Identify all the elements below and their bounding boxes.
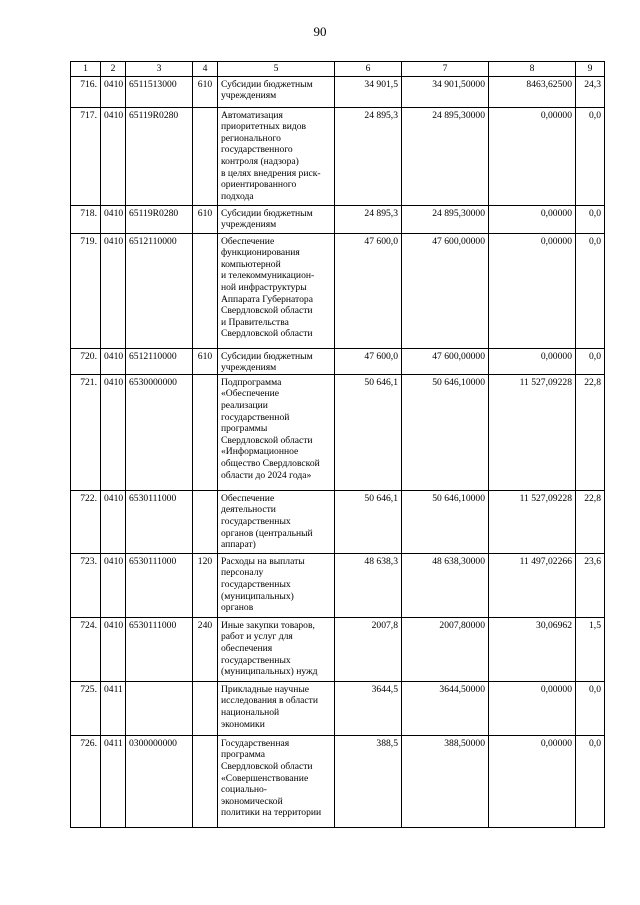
value-col7: 50 646,10000 (402, 490, 489, 553)
target-article-code: 6530111000 (126, 617, 193, 681)
value-col6: 48 638,3 (335, 553, 402, 617)
item-name: Автоматизация приоритетных видов регионального государственного контроля (надзора) в целях внедрения риск- ориентированного подхода (218, 107, 335, 205)
row-number: 726. (71, 735, 101, 827)
target-article-code: 6512110000 (126, 348, 193, 374)
value-col6: 47 600,0 (335, 348, 402, 374)
value-col8: 0,00000 (489, 107, 576, 205)
value-col9: 24,3 (576, 76, 605, 107)
item-name: Подпрограмма «Обеспечение реализации государственной программы Свердловской области «Информационное общество Свердловской области до 2024 года» (218, 374, 335, 490)
value-col6: 3644,5 (335, 681, 402, 735)
value-col9: 0,0 (576, 233, 605, 348)
column-header: 4 (193, 62, 218, 77)
row-number: 724. (71, 617, 101, 681)
value-col7: 50 646,10000 (402, 374, 489, 490)
column-header: 8 (489, 62, 576, 77)
value-col9: 1,5 (576, 617, 605, 681)
expense-type-code (193, 490, 218, 553)
value-col8: 0,00000 (489, 735, 576, 827)
page-number: 90 (313, 24, 327, 39)
item-name: Субсидии бюджетным учреждениям (218, 76, 335, 107)
value-col9: 0,0 (576, 107, 605, 205)
table-row (71, 76, 605, 107)
value-col6: 47 600,0 (335, 233, 402, 348)
budget-table (70, 61, 605, 828)
value-col7: 34 901,50000 (402, 76, 489, 107)
target-article-code: 6530111000 (126, 553, 193, 617)
row-number: 718. (71, 205, 101, 233)
row-number: 720. (71, 348, 101, 374)
value-col6: 2007,8 (335, 617, 402, 681)
value-col9: 22,8 (576, 490, 605, 553)
value-col6: 24 895,3 (335, 205, 402, 233)
value-col6: 50 646,1 (335, 374, 402, 490)
column-header: 6 (335, 62, 402, 77)
value-col8: 11 527,09228 (489, 490, 576, 553)
value-col6: 34 901,5 (335, 76, 402, 107)
section-code: 0410 (101, 490, 126, 553)
column-header: 2 (101, 62, 126, 77)
table-row (71, 490, 605, 553)
table-row (71, 374, 605, 490)
value-col6: 388,5 (335, 735, 402, 827)
table-row (71, 735, 605, 827)
section-code: 0410 (101, 233, 126, 348)
table-row (71, 617, 605, 681)
row-number: 725. (71, 681, 101, 735)
target-article-code: 0300000000 (126, 735, 193, 827)
value-col7: 2007,80000 (402, 617, 489, 681)
value-col7: 47 600,00000 (402, 348, 489, 374)
value-col7: 47 600,00000 (402, 233, 489, 348)
row-number: 722. (71, 490, 101, 553)
value-col7: 48 638,30000 (402, 553, 489, 617)
section-code: 0410 (101, 617, 126, 681)
value-col9: 0,0 (576, 205, 605, 233)
expense-type-code (193, 233, 218, 348)
header-row (71, 62, 605, 77)
expense-type-code: 120 (193, 553, 218, 617)
table-row (71, 553, 605, 617)
value-col8: 0,00000 (489, 205, 576, 233)
value-col9: 0,0 (576, 348, 605, 374)
expense-type-code (193, 735, 218, 827)
expense-type-code (193, 681, 218, 735)
expense-type-code: 240 (193, 617, 218, 681)
value-col7: 24 895,30000 (402, 205, 489, 233)
column-header: 5 (218, 62, 335, 77)
row-number: 721. (71, 374, 101, 490)
value-col8: 30,06962 (489, 617, 576, 681)
item-name: Субсидии бюджетным учреждениям (218, 205, 335, 233)
target-article-code: 6530000000 (126, 374, 193, 490)
target-article-code: 6530111000 (126, 490, 193, 553)
value-col9: 23,6 (576, 553, 605, 617)
item-name: Иные закупки товаров, работ и услуг для обеспечения государственных (муниципальных) нужд (218, 617, 335, 681)
item-name: Государственная программа Свердловской области «Совершенствование социально- экономической политики на территории (218, 735, 335, 827)
table-row (71, 681, 605, 735)
table-row (71, 348, 605, 374)
section-code: 0410 (101, 348, 126, 374)
expense-type-code: 610 (193, 76, 218, 107)
value-col7: 3644,50000 (402, 681, 489, 735)
row-number: 719. (71, 233, 101, 348)
item-name: Расходы на выплаты персоналу государственных (муниципальных) органов (218, 553, 335, 617)
value-col8: 0,00000 (489, 681, 576, 735)
value-col8: 0,00000 (489, 348, 576, 374)
column-header: 9 (576, 62, 605, 77)
value-col6: 50 646,1 (335, 490, 402, 553)
row-number: 717. (71, 107, 101, 205)
target-article-code (126, 681, 193, 735)
target-article-code: 65119R0280 (126, 205, 193, 233)
section-code: 0410 (101, 374, 126, 490)
expense-type-code (193, 107, 218, 205)
column-header: 3 (126, 62, 193, 77)
target-article-code: 6512110000 (126, 233, 193, 348)
value-col7: 24 895,30000 (402, 107, 489, 205)
section-code: 0410 (101, 205, 126, 233)
item-name: Обеспечение деятельности государственных органов (центральный аппарат) (218, 490, 335, 553)
section-code: 0411 (101, 681, 126, 735)
value-col6: 24 895,3 (335, 107, 402, 205)
item-name: Субсидии бюджетным учреждениям (218, 348, 335, 374)
target-article-code: 6511513000 (126, 76, 193, 107)
row-number: 716. (71, 76, 101, 107)
value-col9: 0,0 (576, 681, 605, 735)
section-code: 0411 (101, 735, 126, 827)
value-col9: 0,0 (576, 735, 605, 827)
expense-type-code (193, 374, 218, 490)
value-col8: 0,00000 (489, 233, 576, 348)
value-col7: 388,50000 (402, 735, 489, 827)
section-code: 0410 (101, 553, 126, 617)
section-code: 0410 (101, 107, 126, 205)
column-header: 1 (71, 62, 101, 77)
value-col8: 11 527,09228 (489, 374, 576, 490)
table-row (71, 107, 605, 205)
section-code: 0410 (101, 76, 126, 107)
value-col8: 11 497,02266 (489, 553, 576, 617)
column-header: 7 (402, 62, 489, 77)
expense-type-code: 610 (193, 205, 218, 233)
row-number: 723. (71, 553, 101, 617)
value-col8: 8463,62500 (489, 76, 576, 107)
table-row (71, 205, 605, 233)
value-col9: 22,8 (576, 374, 605, 490)
table-row (71, 233, 605, 348)
target-article-code: 65119R0280 (126, 107, 193, 205)
expense-type-code: 610 (193, 348, 218, 374)
item-name: Обеспечение функционирования компьютерной и телекоммуникацион- ной инфраструктуры Аппарата Губернатора Свердловской области и Правительства Свердловской области (218, 233, 335, 348)
item-name: Прикладные научные исследования в области национальной экономики (218, 681, 335, 735)
